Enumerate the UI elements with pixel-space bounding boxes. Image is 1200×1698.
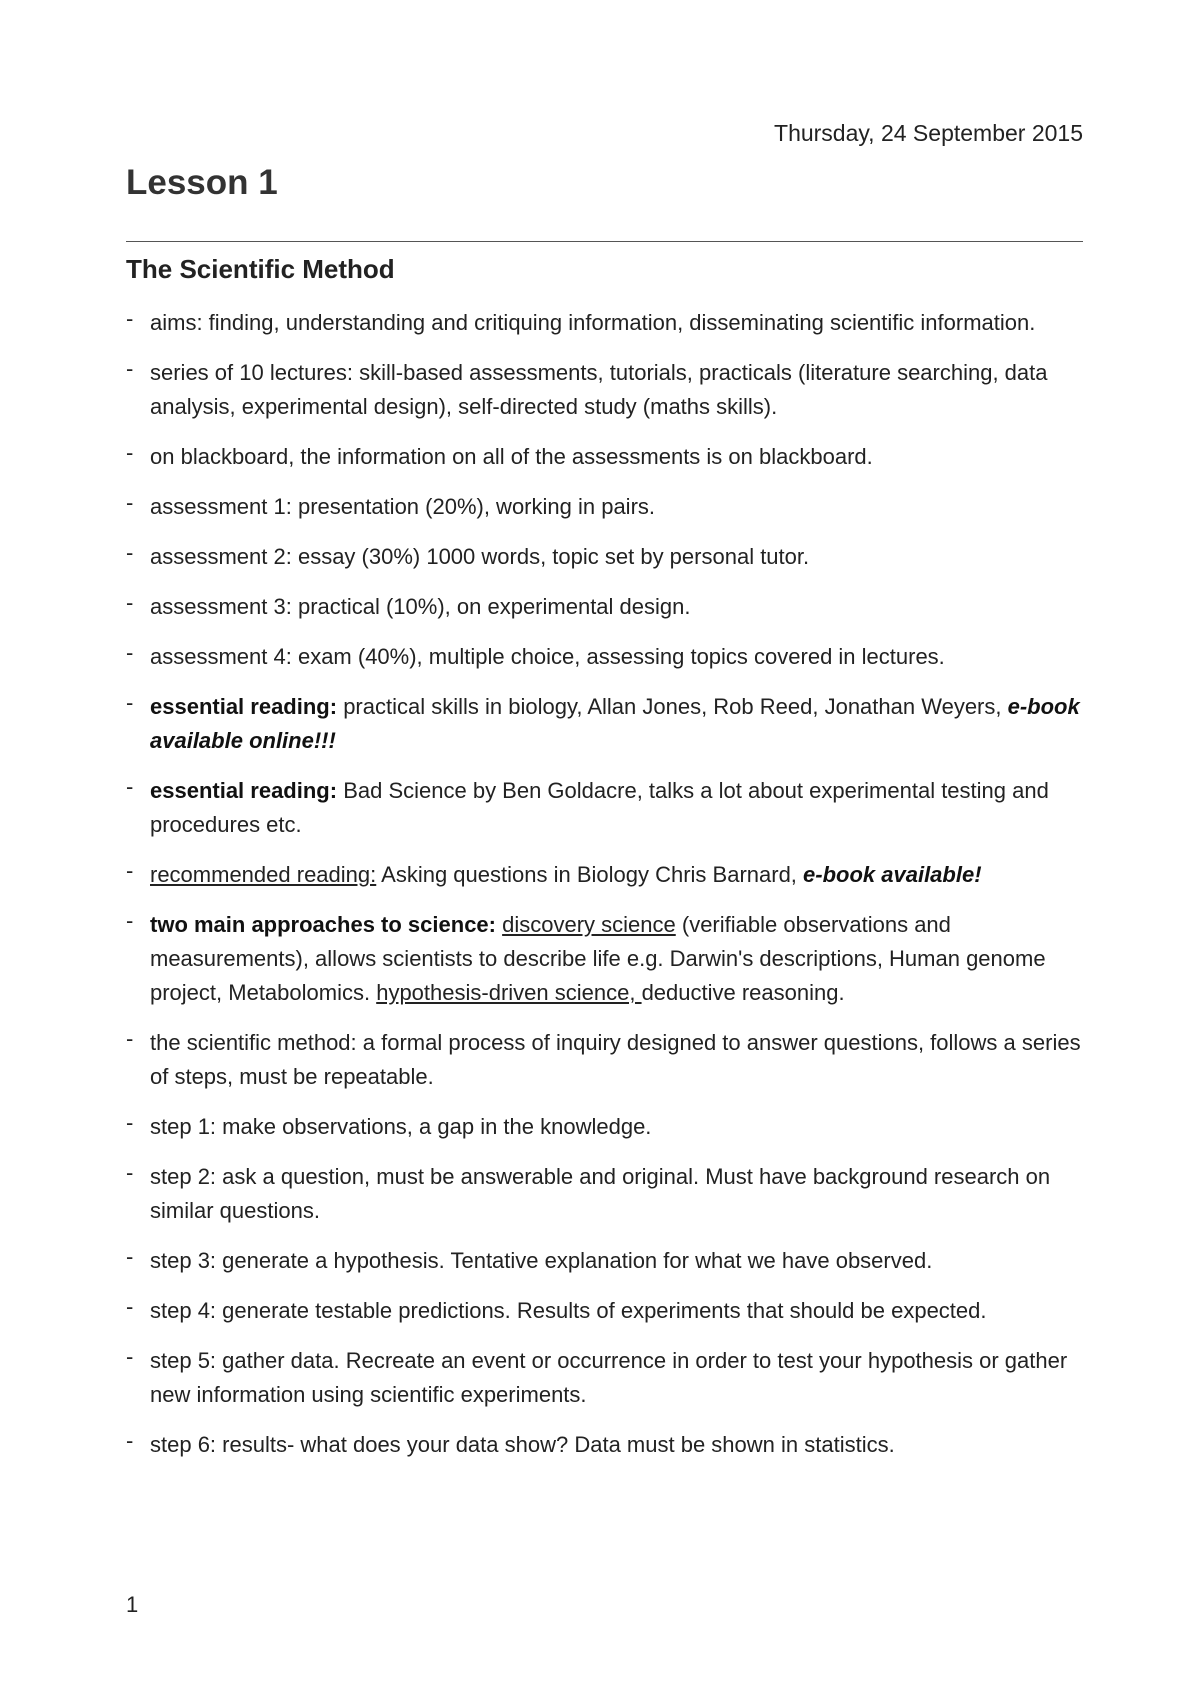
dash-bullet: -: [126, 1294, 134, 1319]
item-text: Asking questions in Biology Chris Barnard,: [376, 862, 804, 887]
notes-list: [126, 306, 1086, 1478]
dash-bullet: -: [126, 774, 134, 799]
dash-bullet: -: [126, 490, 134, 515]
dash-bullet: -: [126, 440, 134, 465]
dash-bullet: -: [126, 690, 134, 715]
item-text: step 2: ask a question, must be answerable and original. Must have background research on similar questions.: [150, 1164, 1051, 1223]
list-item: [126, 306, 1086, 340]
item-text: series of 10 lectures: skill-based assessments, tutorials, practicals (literature searching, data analysis, experimental design), self-directed study (maths skills).: [150, 360, 1048, 419]
list-item: [126, 640, 1086, 674]
item-underlined-label: recommended reading:: [150, 862, 377, 887]
dash-bullet: -: [126, 356, 134, 381]
list-item: [126, 774, 1086, 842]
list-item: [126, 1244, 1086, 1278]
item-label: essential reading:: [150, 694, 338, 719]
list-item: [126, 440, 1086, 474]
dash-bullet: -: [126, 540, 134, 565]
list-item: [126, 1294, 1086, 1328]
dash-bullet: -: [126, 1344, 134, 1369]
list-item: [126, 908, 1086, 1010]
dash-bullet: -: [126, 590, 134, 615]
item-text: the scientific method: a formal process of inquiry designed to answer questions, follows a series of steps, must be repeatable.: [150, 1030, 1081, 1089]
item-text: Bad Science by Ben Goldacre, talks a lot about experimental testing and procedures etc.: [150, 778, 1049, 837]
page-number: 1: [126, 1592, 139, 1617]
dash-bullet: -: [126, 1110, 134, 1135]
item-text: step 6: results- what does your data show? Data must be shown in statistics.: [150, 1432, 895, 1457]
list-item: [126, 490, 1086, 524]
dash-bullet: -: [126, 1428, 134, 1453]
dash-bullet: -: [126, 306, 134, 331]
item-text: assessment 3: practical (10%), on experimental design.: [150, 594, 691, 619]
item-emphasis: e-book available online!!!: [150, 694, 1080, 753]
list-item: [126, 858, 1086, 892]
dash-bullet: -: [126, 908, 134, 933]
item-text: deductive reasoning.: [641, 980, 845, 1005]
dash-bullet: -: [126, 858, 134, 883]
list-item: [126, 1428, 1086, 1462]
list-item: [126, 1344, 1086, 1412]
list-item: [126, 356, 1086, 424]
list-item: [126, 1110, 1086, 1144]
page-title: Lesson 1: [126, 163, 278, 202]
item-text: (verifiable observations and measurements), allows scientists to describe life e.g. Darwin's descriptions, Human genome project, Metabolomics.: [150, 912, 1046, 1005]
list-item: [126, 1026, 1086, 1094]
item-text: assessment 2: essay (30%) 1000 words, topic set by personal tutor.: [150, 544, 810, 569]
item-label: essential reading:: [150, 778, 338, 803]
date-header: Thursday, 24 September 2015: [774, 120, 1083, 146]
item-text: assessment 4: exam (40%), multiple choice, assessing topics covered in lectures.: [150, 644, 945, 669]
item-emphasis: e-book available!: [803, 862, 982, 887]
dash-bullet: -: [126, 1026, 134, 1051]
item-underlined-term: hypothesis-driven science,: [376, 980, 642, 1005]
item-text: step 1: make observations, a gap in the knowledge.: [150, 1114, 652, 1139]
dash-bullet: -: [126, 1160, 134, 1185]
item-underlined-term: discovery science: [502, 912, 676, 937]
list-item: [126, 1160, 1086, 1228]
list-item: [126, 590, 1086, 624]
section-heading: The Scientific Method: [126, 254, 395, 284]
item-text: step 5: gather data. Recreate an event or occurrence in order to test your hypothesis or gather new information using scientific experiments.: [150, 1348, 1068, 1407]
item-text: step 3: generate a hypothesis. Tentative explanation for what we have observed.: [150, 1248, 933, 1273]
title-divider: [126, 241, 1083, 242]
dash-bullet: -: [126, 1244, 134, 1269]
item-text: on blackboard, the information on all of the assessments is on blackboard.: [150, 444, 873, 469]
item-text: step 4: generate testable predictions. Results of experiments that should be expected.: [150, 1298, 987, 1323]
item-text: assessment 1: presentation (20%), working in pairs.: [150, 494, 656, 519]
list-item: [126, 540, 1086, 574]
item-label: two main approaches to science:: [150, 912, 496, 937]
item-text: practical skills in biology, Allan Jones, Rob Reed, Jonathan Weyers,: [337, 694, 1008, 719]
item-text: aims: finding, understanding and critiquing information, disseminating scientific information.: [150, 310, 1036, 335]
list-item: [126, 690, 1086, 758]
dash-bullet: -: [126, 640, 134, 665]
